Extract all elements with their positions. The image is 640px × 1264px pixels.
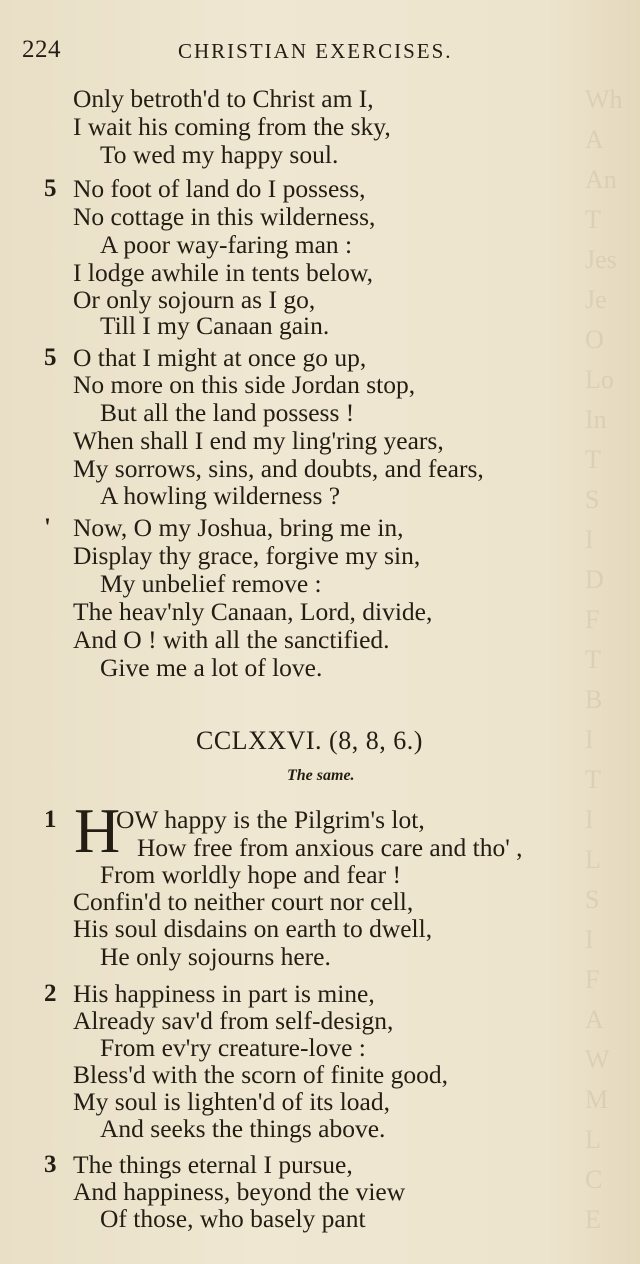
page-header: [22, 36, 622, 70]
running-head: CHRISTIAN EXERCISES.: [178, 39, 453, 63]
verse-line: Give me a lot of love.: [100, 653, 323, 682]
verse-line: OW happy is the Pilgrim's lot,: [116, 805, 425, 834]
show-through: Wh A An T Jes Je O Lo In T S I D F T B I T I L S I F A W M L C E: [585, 85, 623, 1230]
verse-line: Of those, who basely pant: [100, 1204, 366, 1233]
verse-line: The heav'nly Canaan, Lord, divide,: [73, 597, 433, 626]
verse-line: Only betroth'd to Christ am I,: [73, 84, 374, 113]
verse-line: My sorrows, sins, and doubts, and fears,: [73, 454, 484, 483]
verse-line: My soul is lighten'd of its load,: [73, 1087, 390, 1116]
verse-line: When shall I end my ling'ring years,: [73, 426, 444, 455]
verse-line: I wait his coming from the sky,: [73, 112, 391, 141]
verse-line: Already sav'd from self-design,: [73, 1006, 394, 1035]
verse-line: He only sojourns here.: [100, 942, 331, 971]
verse-line: I lodge awhile in tents below,: [73, 258, 374, 287]
stanza-number: ': [44, 514, 51, 541]
verse-line: And O ! with all the sanctified.: [73, 625, 390, 654]
verse-line: To wed my happy soul.: [100, 140, 339, 169]
verse-line: O that I might at once go up,: [73, 343, 367, 372]
verse-line: But all the land possess !: [100, 398, 355, 427]
verse-line: No more on this side Jordan stop,: [73, 370, 416, 399]
verse-line: Bless'd with the scorn of finite good,: [73, 1060, 449, 1089]
verse-line: How free from anxious care and tho' ,: [137, 833, 523, 862]
verse-line: My unbelief remove :: [100, 569, 322, 598]
verse-line: A howling wilderness ?: [100, 481, 341, 510]
hymn-title: CCLXXVI. (8, 8, 6.): [196, 726, 423, 755]
verse-line: Or only sojourn as I go,: [73, 285, 316, 314]
verse-line: Till I my Canaan gain.: [100, 311, 330, 340]
verse-line: Display thy grace, forgive my sin,: [73, 541, 421, 570]
stanza-number: 5: [44, 344, 57, 371]
stanza-number: 2: [44, 980, 57, 1007]
verse-line: No foot of land do I possess,: [73, 174, 366, 203]
verse-line: And seeks the things above.: [100, 1114, 386, 1143]
verse-line: And happiness, beyond the view: [73, 1177, 406, 1206]
verse-line: A poor way-faring man :: [100, 230, 353, 259]
verse-line: Now, O my Joshua, bring me in,: [73, 513, 404, 542]
verse-line: His soul disdains on earth to dwell,: [73, 914, 433, 943]
verse-line: No cottage in this wilderness,: [73, 202, 376, 231]
drop-cap: H: [74, 795, 121, 866]
verse-line: The things eternal I pursue,: [73, 1150, 353, 1179]
verse-line: Confin'd to neither court nor cell,: [73, 887, 414, 916]
verse-line: From ev'ry creature-love :: [100, 1033, 366, 1062]
verse-line: From worldly hope and fear !: [100, 860, 401, 889]
stanza-number: 5: [44, 175, 57, 202]
page-number: 224: [22, 36, 61, 63]
stanza-number: 1: [44, 806, 57, 833]
verse-line: His happiness in part is mine,: [73, 979, 375, 1008]
stanza-number: 3: [44, 1151, 57, 1178]
hymn-subtitle: The same.: [287, 767, 355, 784]
